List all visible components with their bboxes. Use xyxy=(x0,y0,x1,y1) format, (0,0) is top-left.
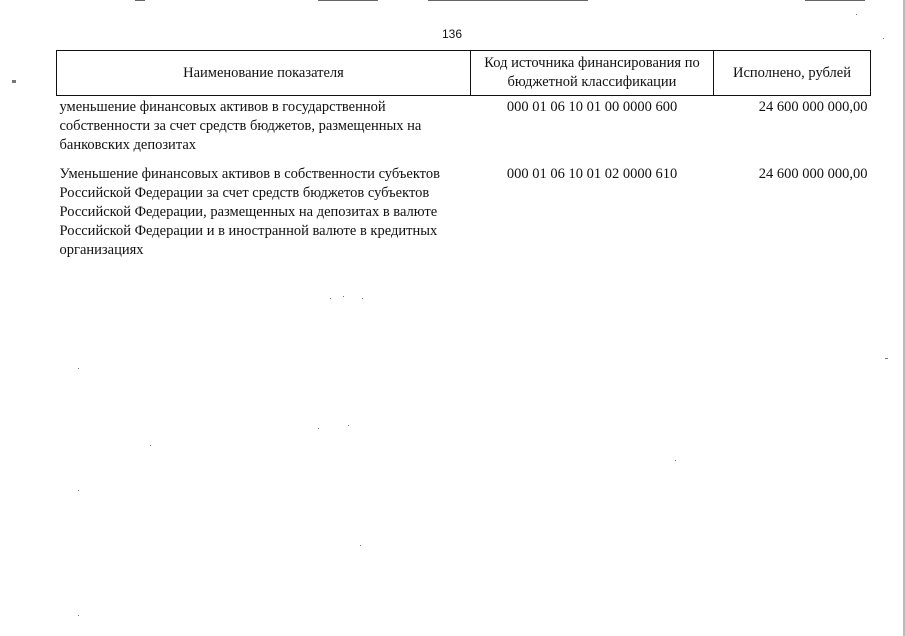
budget-code: 000 01 06 10 01 02 0000 610 xyxy=(506,166,678,182)
financing-sources-table xyxy=(56,50,871,268)
indicator-name: уменьшение финансовых активов в государственной собственности за счет средств бюджетов, размещенных на банковских депозитах xyxy=(59,99,422,153)
scan-speck xyxy=(78,368,79,369)
scan-speck xyxy=(348,425,349,426)
scan-edge-line xyxy=(428,0,588,1)
scan-speck xyxy=(318,428,319,429)
scan-speck xyxy=(883,38,884,39)
table-row xyxy=(57,96,871,164)
header-budget-code: Код источника финансирования по бюджетной классификации xyxy=(471,51,714,96)
table-row xyxy=(57,163,871,268)
budget-code: 000 01 06 10 01 00 0000 600 xyxy=(506,99,678,115)
scan-speck xyxy=(360,545,361,546)
scan-edge-line xyxy=(805,0,865,1)
scan-speck xyxy=(675,460,676,461)
scan-speck xyxy=(330,298,331,299)
scan-speck xyxy=(150,445,151,446)
indicator-name: Уменьшение финансовых активов в собственности субъектов Российской Федерации за счет средств бюджетов субъектов Российской Федерации, размещенных на депозитах в валюте Российской Федерации и в иностранной валюте в кредитных организациях xyxy=(59,166,440,258)
table-header-row xyxy=(57,51,871,96)
executed-amount: 24 600 000 000,00 xyxy=(758,166,868,182)
scan-speck xyxy=(362,298,363,299)
scan-speck xyxy=(78,615,79,616)
scan-edge-line xyxy=(318,0,378,1)
scan-speck xyxy=(12,80,16,83)
header-executed-amount: Исполнено, рублей xyxy=(714,51,871,96)
executed-amount: 24 600 000 000,00 xyxy=(758,99,868,115)
page-number: 136 xyxy=(441,27,463,41)
scan-speck xyxy=(856,14,857,15)
scan-edge-line xyxy=(135,0,145,1)
scan-speck xyxy=(343,296,344,297)
header-indicator-name: Наименование показателя xyxy=(57,51,471,96)
scan-speck xyxy=(885,358,888,359)
scan-speck xyxy=(78,490,79,491)
